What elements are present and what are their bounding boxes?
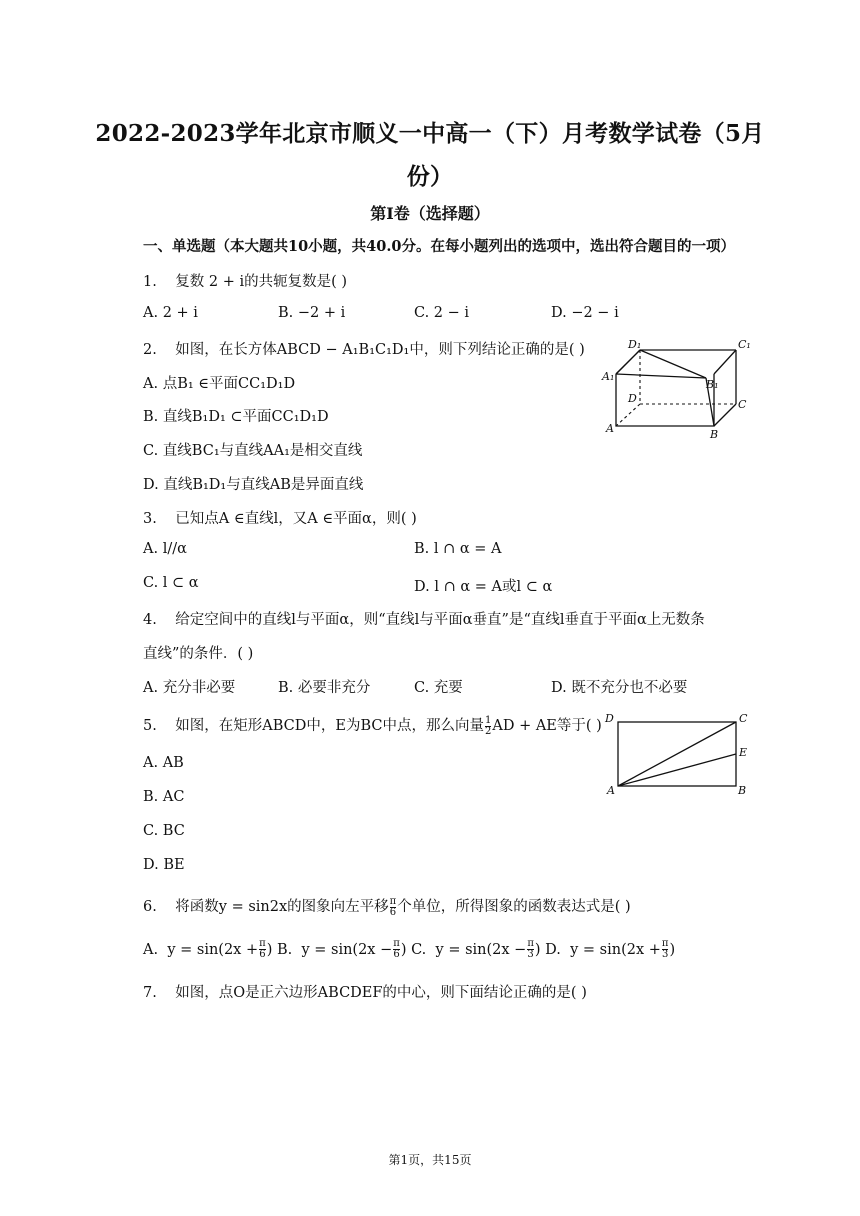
q1-option-a: A. 2 + i <box>143 305 198 321</box>
q4-option-d: D. 既不充分也不必要 <box>551 680 688 696</box>
q1-option-c: C. 2 − i <box>414 305 470 321</box>
question-5 <box>143 714 602 737</box>
fraction-denominator: 2 <box>485 725 492 737</box>
fraction: $\frac{\pi}{6}$ <box>393 938 400 960</box>
q4-option-c: C. 充要 <box>414 680 463 696</box>
question-stem-pre: 如图，在矩形ABCD中，E为BC中点，那么向量 <box>175 718 484 734</box>
label-E: E <box>739 746 748 759</box>
fraction: $\frac{\pi}{3}$ <box>527 938 534 960</box>
q3-option-d: D. l ∩ α = A或l ⊂ α <box>414 579 553 595</box>
fraction-numerator: 1 <box>485 714 492 726</box>
q6-option-a: A. y = sin(2x + $\frac{\pi}{6}$ ) <box>143 938 273 960</box>
q6-option-d: D. y = sin(2x + $\frac{\pi}{3}$ ) <box>545 938 676 960</box>
question-7 <box>143 981 587 1002</box>
question-stem-post: 个单位，所得图象的函数表达式是( ) <box>397 899 631 915</box>
label-C: C <box>738 398 747 411</box>
label-B: B <box>710 428 719 440</box>
question-2 <box>143 338 585 359</box>
fraction <box>390 897 397 918</box>
q2-option-b: B. 直线B₁D₁ ⊂平面CC₁D₁D <box>143 409 329 425</box>
question-stem: 如图，点O是正六边形ABCDEF的中心，则下面结论正确的是( ) <box>175 985 587 1001</box>
q1-option-b: B. −2 + i <box>278 305 346 321</box>
label-A: A <box>607 784 615 797</box>
q6-option-c: C. y = sin(2x − $\frac{\pi}{3}$ ) <box>411 938 541 960</box>
q5-option-c: C. BC <box>143 823 185 839</box>
label-D: D <box>628 392 637 405</box>
q6-options-row <box>143 939 675 960</box>
question-stem: 复数 2 + i的共轭复数是( ) <box>175 274 348 290</box>
q5-option-b: B. AC <box>143 789 185 805</box>
fraction <box>485 716 491 737</box>
question-stem: 给定空间中的直线l与平面α，则“直线l与平面α垂直”是“直线l垂直于平面α上无数条 <box>175 612 705 628</box>
fraction: $\frac{\pi}{6}$ <box>259 938 266 960</box>
question-number: 5. <box>143 718 157 734</box>
page-footer: 第1页，共15页 <box>388 1153 472 1167</box>
question-number: 3. <box>143 511 157 527</box>
q3-option-a: A. l//α <box>143 541 187 557</box>
q3-option-b: B. l ∩ α = A <box>414 541 502 557</box>
q3-option-c: C. l ⊂ α <box>143 575 199 591</box>
question-stem: 已知点A ∈直线l，又A ∈平面α，则( ) <box>175 511 417 527</box>
section-heading: 一、单选题（本大题共10小题，共40.0分。在每小题列出的选项中，选出符合题目的一项） <box>143 238 735 255</box>
question-4 <box>143 608 705 629</box>
q1-option-d: D. −2 − i <box>551 305 619 321</box>
label-B1: B₁ <box>706 378 719 391</box>
question-number: 6. <box>143 899 157 915</box>
label-A: A <box>606 422 614 435</box>
question-stem-post: AD + AE等于( ) <box>492 718 602 734</box>
cuboid-figure <box>598 336 758 440</box>
q6-option-b: B. y = sin(2x − $\frac{\pi}{6}$ ) <box>276 938 407 960</box>
question-number: 4. <box>143 612 157 628</box>
label-A1: A₁ <box>602 370 615 383</box>
label-C: C <box>739 712 748 725</box>
q5-option-a: A. AB <box>143 755 184 771</box>
label-B: B <box>738 784 747 797</box>
rectangle-figure <box>602 710 754 802</box>
fraction-denominator: 6 <box>389 906 397 918</box>
label-D: D <box>605 712 614 725</box>
question-stem: 如图，在长方体ABCD − A₁B₁C₁D₁中，则下列结论正确的是( ) <box>175 342 585 358</box>
exam-title-line1: 2022-2023学年北京市顺义一中高一（下）月考数学试卷（5月 <box>95 120 765 147</box>
q2-option-c: C. 直线BC₁与直线AA₁是相交直线 <box>143 443 363 459</box>
question-6 <box>143 895 631 918</box>
q4-option-b: B. 必要非充分 <box>278 680 371 696</box>
exam-title-line2: 份） <box>406 163 454 190</box>
label-C1: C₁ <box>738 338 751 351</box>
question-3 <box>143 507 417 528</box>
question-stem-pre: 将函数y = sin2x的图象向左平移 <box>175 899 389 915</box>
q4-option-a: A. 充分非必要 <box>143 680 236 696</box>
q2-option-a: A. 点B₁ ∈平面CC₁D₁D <box>143 376 296 392</box>
question-number: 1. <box>143 274 157 290</box>
fraction: $\frac{\pi}{3}$ <box>661 938 669 960</box>
q5-option-d: D. BE <box>143 857 185 873</box>
volume-heading: 第I卷（选择题） <box>370 204 490 223</box>
question-number: 7. <box>143 985 157 1001</box>
fraction-numerator: π <box>389 895 397 907</box>
question-4-continuation: 直线”的条件．( ) <box>143 646 254 662</box>
q2-option-d: D. 直线B₁D₁与直线AB是异面直线 <box>143 477 364 493</box>
question-number: 2. <box>143 342 157 358</box>
question-1 <box>143 270 347 291</box>
label-D1: D₁ <box>628 338 642 351</box>
